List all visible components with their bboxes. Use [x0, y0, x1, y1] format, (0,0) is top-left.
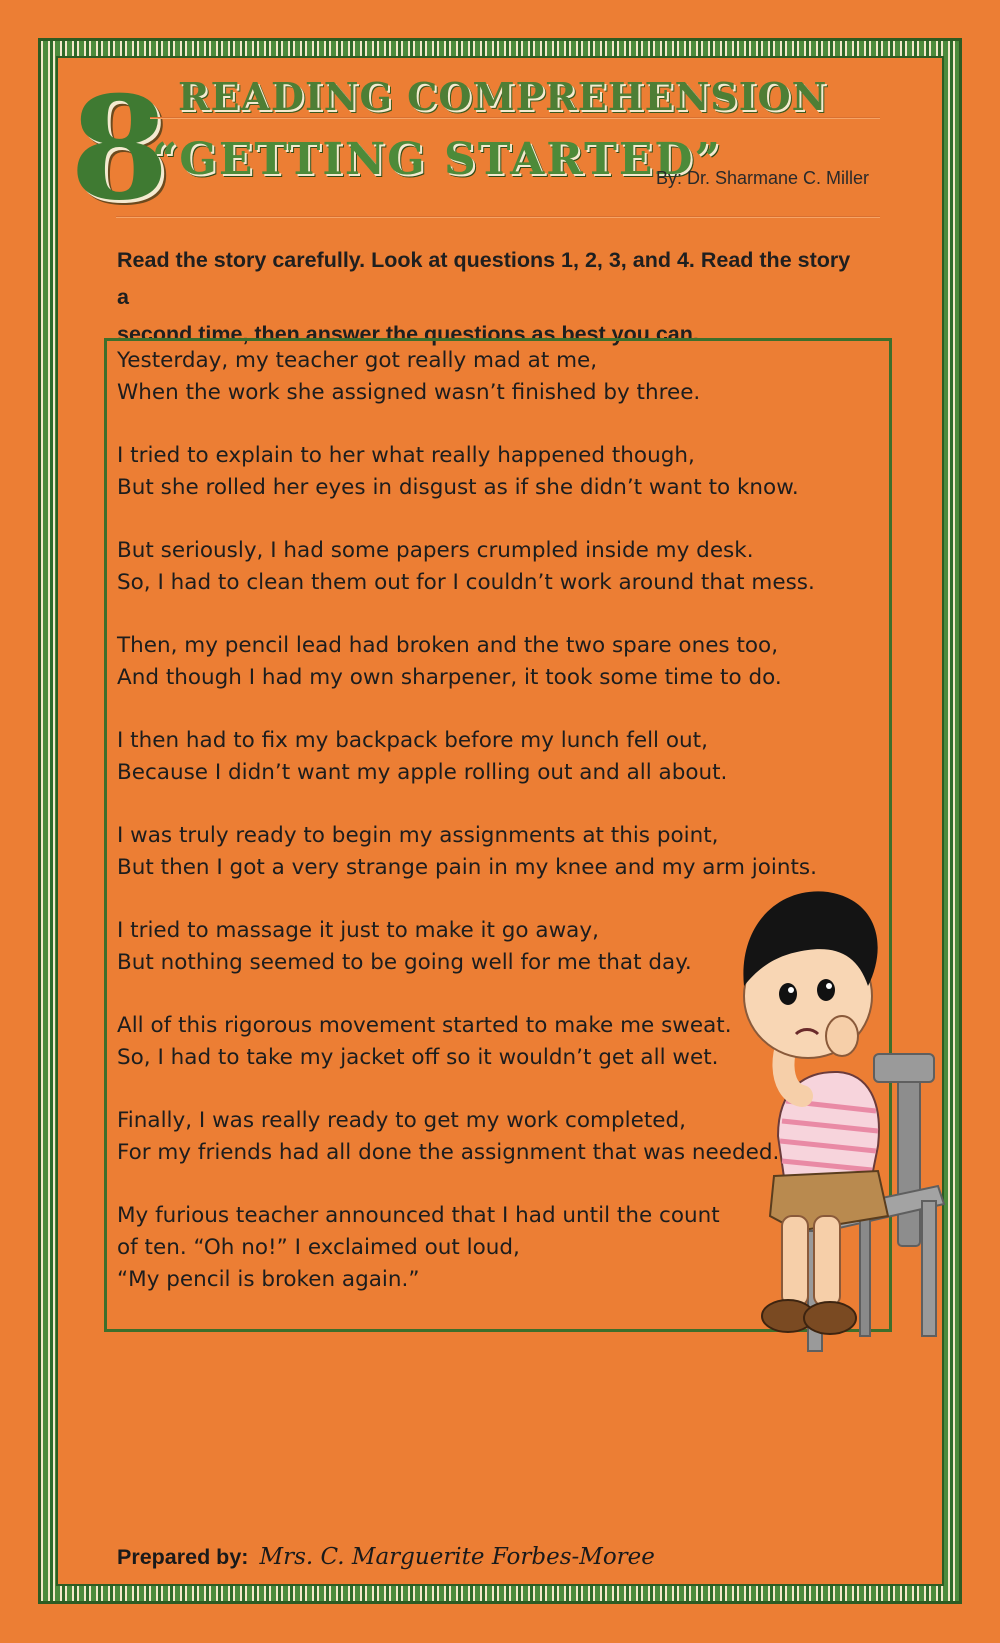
story-line: I then had to fix my backpack before my lunch fell out, [117, 728, 708, 753]
story-line: My furious teacher announced that I had until the count [117, 1203, 720, 1228]
story-line: But she rolled her eyes in disgust as if she didn’t want to know. [117, 475, 799, 500]
title-divider [150, 117, 880, 119]
header-divider [116, 216, 880, 218]
story-line: But seriously, I had some papers crumpled inside my desk. [117, 538, 754, 563]
stanza-10 [117, 1200, 720, 1296]
stanza-5 [117, 725, 727, 789]
stanza-2 [117, 440, 799, 504]
prepared-by-label: Prepared by: [117, 1545, 249, 1569]
page-title: READING COMPREHENSION [178, 74, 828, 119]
instructions-line: second time, then answer the questions as best you can. [117, 322, 699, 346]
story-line: For my friends had all done the assignment that was needed. [117, 1140, 780, 1165]
author-credit: By: Dr. Sharmane C. Miller [656, 168, 870, 188]
story-line: I tried to explain to her what really happened though, [117, 443, 695, 468]
story-line: I tried to massage it just to make it go away, [117, 918, 599, 943]
story-line: But then I got a very strange pain in my knee and my arm joints. [117, 855, 817, 880]
story-line: Finally, I was really ready to get my work completed, [117, 1108, 686, 1133]
story-line: “My pencil is broken again.” [117, 1267, 420, 1292]
stanza-6 [117, 820, 817, 884]
story-line: But nothing seemed to be going well for me that day. [117, 950, 692, 975]
preparer-signature: Mrs. C. Marguerite Forbes-Moree [259, 1544, 655, 1570]
story-line: So, I had to clean them out for I couldn’t work around that mess. [117, 570, 815, 595]
sitting-boy-illustration [738, 886, 964, 1376]
story-line: Then, my pencil lead had broken and the two spare ones too, [117, 633, 779, 658]
story-line: Because I didn’t want my apple rolling out and all about. [117, 760, 728, 785]
story-line: All of this rigorous movement started to make me sweat. [117, 1013, 732, 1038]
stanza-8 [117, 1010, 732, 1074]
instructions [117, 242, 857, 353]
stanza-4 [117, 630, 782, 694]
stanza-9 [117, 1105, 779, 1169]
story-line: When the work she assigned wasn’t finished by three. [117, 380, 701, 405]
stanza-1 [117, 345, 700, 409]
story-line: Yesterday, my teacher got really mad at me, [117, 348, 598, 373]
story-line: And though I had my own sharpener, it took some time to do. [117, 665, 782, 690]
stanza-7 [117, 915, 692, 979]
worksheet-number: 8 [70, 66, 169, 232]
story-line: I was truly ready to begin my assignments at this point, [117, 823, 719, 848]
story-line: of ten. “Oh no!” I exclaimed out loud, [117, 1235, 520, 1260]
prepared-by [117, 1544, 655, 1570]
instructions-line: Read the story carefully. Look at questions 1, 2, 3, and 4. Read the story a [117, 248, 851, 309]
story-title: “GETTING STARTED” [152, 134, 722, 185]
stanza-3 [117, 535, 815, 599]
story-line: So, I had to take my jacket off so it wouldn’t get all wet. [117, 1045, 719, 1070]
